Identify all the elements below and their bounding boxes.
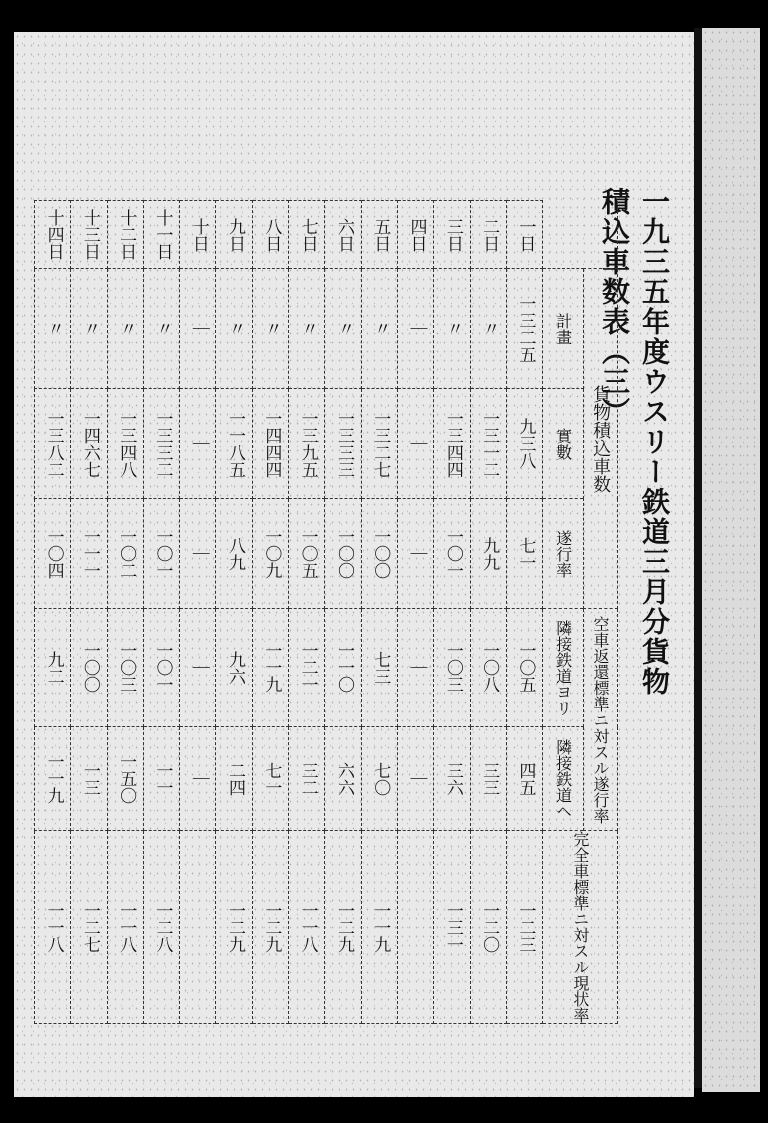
rate-cell: 一〇五 [289, 499, 325, 609]
actual-cell: 一三四八 [107, 389, 143, 499]
from-adjacent-cell: 一〇五 [506, 609, 542, 727]
from-adjacent-cell: 一一九 [252, 609, 288, 727]
total-rate-cell: 一一九 [361, 831, 397, 1024]
to-adjacent-cell: 三二 [289, 727, 325, 831]
from-adjacent-cell: ｜ [397, 609, 433, 727]
total-rate-cell: 一二九 [252, 831, 288, 1024]
from-adjacent-cell: ｜ [180, 609, 216, 727]
total-rate-cell: 一二八 [143, 831, 179, 1024]
actual-cell: 九三八 [506, 389, 542, 499]
total-rate-cell: 一一八 [289, 831, 325, 1024]
header-rate: 遂行率 [543, 499, 583, 609]
day-cell: 一日 [506, 201, 542, 269]
rate-cell: ｜ [397, 499, 433, 609]
rate-cell: 一〇九 [252, 499, 288, 609]
header-actual: 實數 [543, 389, 583, 499]
plan-cell: 〃 [143, 269, 179, 389]
plan-cell: 〃 [289, 269, 325, 389]
plan-cell: 〃 [434, 269, 470, 389]
from-adjacent-cell: 一〇三 [434, 609, 470, 727]
from-adjacent-cell: 一〇三 [107, 609, 143, 727]
actual-cell: ｜ [397, 389, 433, 499]
rate-cell: 一一一 [71, 499, 107, 609]
rate-cell: 一〇一 [434, 499, 470, 609]
day-cell: 十二日 [107, 201, 143, 269]
day-cell: 五日 [361, 201, 397, 269]
actual-cell: 一三八二 [35, 389, 71, 499]
header-plan: 計畫 [543, 269, 583, 389]
page-margin [702, 28, 760, 1092]
actual-cell: 一三三三 [325, 389, 361, 499]
rate-cell: 七一 [506, 499, 542, 609]
actual-cell: 一四四四 [252, 389, 288, 499]
from-adjacent-cell: 一〇一 [143, 609, 179, 727]
actual-cell: 一一八五 [216, 389, 252, 499]
from-adjacent-cell: 一〇八 [470, 609, 506, 727]
plan-cell: ｜ [397, 269, 433, 389]
total-rate-cell: 一二三 [506, 831, 542, 1024]
day-cell: 十四日 [35, 201, 71, 269]
rate-cell: 一〇一 [143, 499, 179, 609]
rate-cell: 一〇〇 [361, 499, 397, 609]
day-cell: 十日 [180, 201, 216, 269]
from-adjacent-cell: 一一〇 [325, 609, 361, 727]
from-adjacent-cell: 九二 [35, 609, 71, 727]
binding-strip [694, 28, 702, 1088]
actual-cell: ｜ [180, 389, 216, 499]
corner-cell [543, 201, 618, 269]
plan-cell: 〃 [35, 269, 71, 389]
plan-cell: 〃 [470, 269, 506, 389]
rate-cell: ｜ [180, 499, 216, 609]
plan-cell: 一三二五 [506, 269, 542, 389]
plan-cell: 〃 [325, 269, 361, 389]
total-rate-cell: 一二九 [216, 831, 252, 1024]
from-adjacent-cell: 一〇〇 [71, 609, 107, 727]
plan-cell: 〃 [216, 269, 252, 389]
actual-cell: 一三二七 [361, 389, 397, 499]
to-adjacent-cell: 七〇 [361, 727, 397, 831]
rate-cell: 一〇四 [35, 499, 71, 609]
day-cell: 九日 [216, 201, 252, 269]
actual-cell: 一三四四 [434, 389, 470, 499]
header-from-adjacent: 隣接鉄道ヨリ [543, 609, 583, 727]
to-adjacent-cell: ｜ [397, 727, 433, 831]
to-adjacent-cell: 六六 [325, 727, 361, 831]
day-cell: 三日 [434, 201, 470, 269]
plan-cell: 〃 [361, 269, 397, 389]
total-rate-cell [397, 831, 433, 1024]
header-empty-group: 空車返還標準ニ対スル遂行率 [583, 609, 618, 831]
rate-cell: 一〇〇 [325, 499, 361, 609]
day-cell: 十三日 [71, 201, 107, 269]
day-cell: 八日 [252, 201, 288, 269]
to-adjacent-cell: 一五〇 [107, 727, 143, 831]
from-adjacent-cell: 七三 [361, 609, 397, 727]
day-cell: 二日 [470, 201, 506, 269]
from-adjacent-cell: 九六 [216, 609, 252, 727]
actual-cell: 一三九五 [289, 389, 325, 499]
to-adjacent-cell: 二四 [216, 727, 252, 831]
plan-cell: 〃 [107, 269, 143, 389]
header-cargo-group: 貨物積込車数 [583, 269, 618, 609]
to-adjacent-cell: 三三 [470, 727, 506, 831]
page-title: 一九三五年度ウスリー鉄道三月分貨物積込車数表（三） [598, 187, 671, 697]
to-adjacent-cell: 三六 [434, 727, 470, 831]
to-adjacent-cell: 一一 [143, 727, 179, 831]
total-rate-cell: 一一八 [35, 831, 71, 1024]
to-adjacent-cell: 一一九 [35, 727, 71, 831]
header-total-group: 完全車標準ニ対スル現状率 [543, 831, 618, 1024]
plan-cell: 〃 [252, 269, 288, 389]
total-rate-cell: 一二七 [71, 831, 107, 1024]
to-adjacent-cell: 一三 [71, 727, 107, 831]
plan-cell: 〃 [71, 269, 107, 389]
to-adjacent-cell: 七一 [252, 727, 288, 831]
rate-cell: 一〇二 [107, 499, 143, 609]
actual-cell: 一三一二 [470, 389, 506, 499]
rate-cell: 九九 [470, 499, 506, 609]
total-rate-cell: 一三一 [434, 831, 470, 1024]
actual-cell: 一四六七 [71, 389, 107, 499]
day-cell: 六日 [325, 201, 361, 269]
total-rate-cell [180, 831, 216, 1024]
rate-cell: 八九 [216, 499, 252, 609]
freight-table [34, 200, 618, 1024]
total-rate-cell: 一二〇 [470, 831, 506, 1024]
plan-cell: ｜ [180, 269, 216, 389]
to-adjacent-cell: ｜ [180, 727, 216, 831]
total-rate-cell: 一二九 [325, 831, 361, 1024]
day-cell: 四日 [397, 201, 433, 269]
header-to-adjacent: 隣接鉄道ヘ [543, 727, 583, 831]
to-adjacent-cell: 四五 [506, 727, 542, 831]
day-cell: 十一日 [143, 201, 179, 269]
actual-cell: 一三三二 [143, 389, 179, 499]
document-page [14, 32, 694, 1097]
day-cell: 七日 [289, 201, 325, 269]
total-rate-cell: 一一八 [107, 831, 143, 1024]
from-adjacent-cell: 一二一 [289, 609, 325, 727]
